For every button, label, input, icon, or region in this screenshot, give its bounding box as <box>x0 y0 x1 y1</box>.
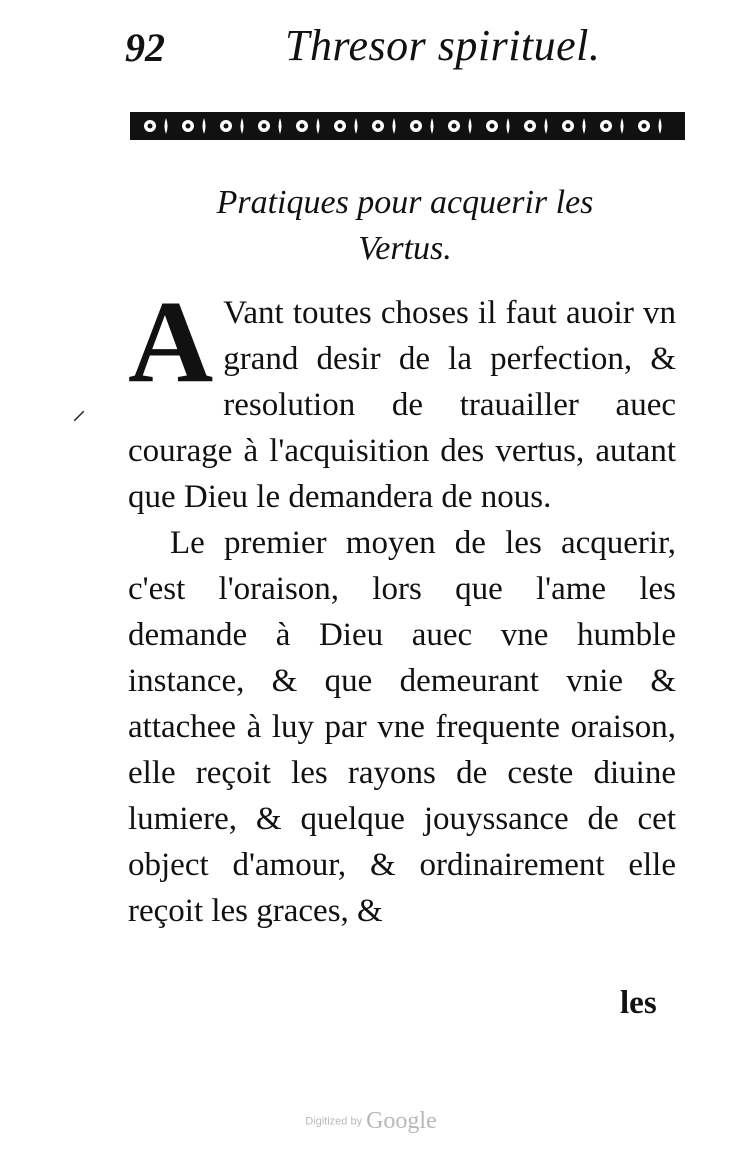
section-title-line-2: Vertus. <box>358 230 452 267</box>
paragraph-1-text: Vant toutes choses il faut auoir vn grand desir de la perfection, & resolution de trauailler auec courage à l'acquisition des vertus, autant que Dieu le demandera de nous. <box>128 295 676 515</box>
catchword: les <box>620 985 657 1021</box>
page-number: 92 <box>125 25 165 70</box>
section-title-line-1: Pratiques pour acquerir les <box>216 184 594 221</box>
section-title <box>130 180 680 272</box>
paragraph-1 <box>128 276 676 520</box>
watermark-prefix: Digitized by <box>305 1115 363 1128</box>
drop-cap: A <box>128 276 214 407</box>
running-title: Thresor spirituel. <box>285 21 601 70</box>
digitization-watermark <box>0 1108 742 1135</box>
margin-mark: ⸝ <box>72 395 87 426</box>
paragraph-2: Le premier moyen de les acquerir, c'est l'oraison, lors que l'ame les demande à Dieu auec vne humble instance, & que demeurant vnie & attachee à luy par vne frequente oraison, elle reçoit les rayons de ceste diuine lumiere, & quelque jouyssance de cet object d'amour, & ordinairement elle reçoit les graces, & <box>128 525 676 929</box>
watermark-brand: Google <box>366 1108 437 1134</box>
ornamental-band <box>130 108 685 144</box>
page-header <box>125 18 685 78</box>
body-text <box>128 276 676 934</box>
